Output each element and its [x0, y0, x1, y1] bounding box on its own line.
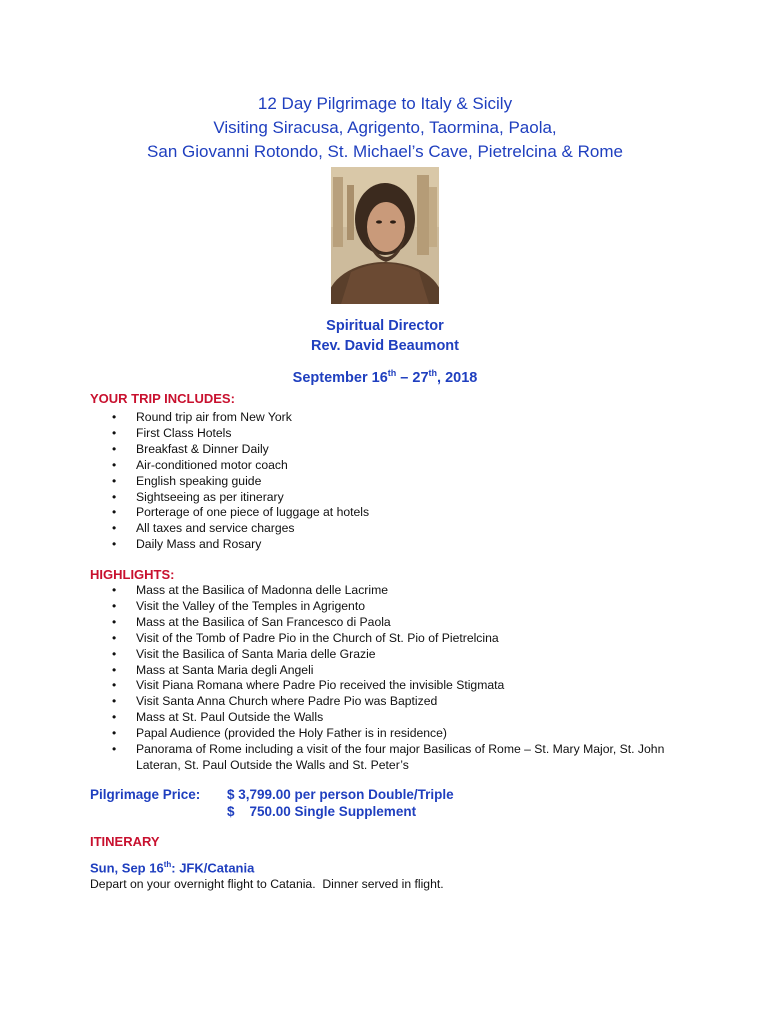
list-item: • Visit the Valley of the Temples in Agrigento — [90, 599, 706, 615]
includes-heading: YOUR TRIP INCLUDES: — [90, 391, 235, 406]
list-item: • Visit of the Tomb of Padre Pio in the Church of St. Pio of Pietrelcina — [90, 631, 706, 647]
list-item: • Papal Audience (provided the Holy Father is in residence) — [90, 726, 706, 742]
director-photo — [331, 167, 439, 304]
dates-prefix: September 16 — [292, 369, 388, 386]
spiritual-director — [0, 316, 770, 356]
director-role: Spiritual Director — [326, 318, 444, 334]
list-item: • Visit Santa Anna Church where Padre Pio was Baptized — [90, 694, 706, 710]
list-item: • Mass at St. Paul Outside the Walls — [90, 710, 706, 726]
director-name: Rev. David Beaumont — [311, 338, 459, 354]
highlights-list — [90, 583, 706, 774]
list-item: • Daily Mass and Rosary — [90, 537, 706, 553]
list-item: • All taxes and service charges — [90, 521, 706, 537]
list-item: • Porterage of one piece of luggage at hotels — [90, 505, 706, 521]
list-item: • Visit Piana Romana where Padre Pio received the invisible Stigmata — [90, 678, 706, 694]
includes-list — [90, 410, 706, 553]
list-item: • Mass at the Basilica of San Francesco di Paola — [90, 615, 706, 631]
itinerary-heading: ITINERARY — [90, 834, 160, 849]
list-item: • English speaking guide — [90, 474, 706, 490]
price-label: Pilgrimage Price: — [90, 787, 201, 802]
dates-mid: – 27 — [396, 369, 429, 386]
list-item: • Air-conditioned motor coach — [90, 458, 706, 474]
price-double-triple: $ 3,799.00 per person Double/Triple — [227, 787, 454, 802]
highlights-heading: HIGHLIGHTS: — [90, 567, 175, 582]
list-item: • Mass at the Basilica of Madonna delle Lacrime — [90, 583, 706, 599]
list-item: • First Class Hotels — [90, 426, 706, 442]
title-line-2: Visiting Siracusa, Agrigento, Taormina, Paola, — [213, 118, 557, 137]
list-item: • Mass at Santa Maria degli Angeli — [90, 663, 706, 679]
day-1-sup: th — [163, 860, 172, 869]
dates-sup-1: th — [387, 368, 397, 378]
list-item: • Round trip air from New York — [90, 410, 706, 426]
day-1-suffix: : JFK/Catania — [171, 860, 255, 876]
list-item: • Panorama of Rome including a visit of the four major Basilicas of Rome – St. Mary Major, St. John Lateran, St. Paul Outside the Walls and St. Peter’s — [90, 742, 706, 774]
title-line-3: San Giovanni Rotondo, St. Michael’s Cave, Pietrelcina & Rome — [147, 142, 623, 161]
day-1-prefix: Sun, Sep 16 — [90, 860, 164, 876]
itinerary-day-1-heading — [90, 860, 254, 875]
document-title — [0, 92, 770, 164]
list-item: • Visit the Basilica of Santa Maria delle Grazie — [90, 647, 706, 663]
title-line-1: 12 Day Pilgrimage to Italy & Sicily — [257, 94, 513, 113]
trip-dates — [0, 368, 770, 386]
list-item: • Breakfast & Dinner Daily — [90, 442, 706, 458]
price-single-supplement: $ 750.00 Single Supplement — [227, 804, 417, 819]
dates-suffix: , 2018 — [437, 369, 478, 386]
dates-sup-2: th — [428, 368, 438, 378]
list-item: • Sightseeing as per itinerary — [90, 490, 706, 506]
itinerary-day-1-text: Depart on your overnight flight to Catania. Dinner served in flight. — [90, 877, 444, 891]
